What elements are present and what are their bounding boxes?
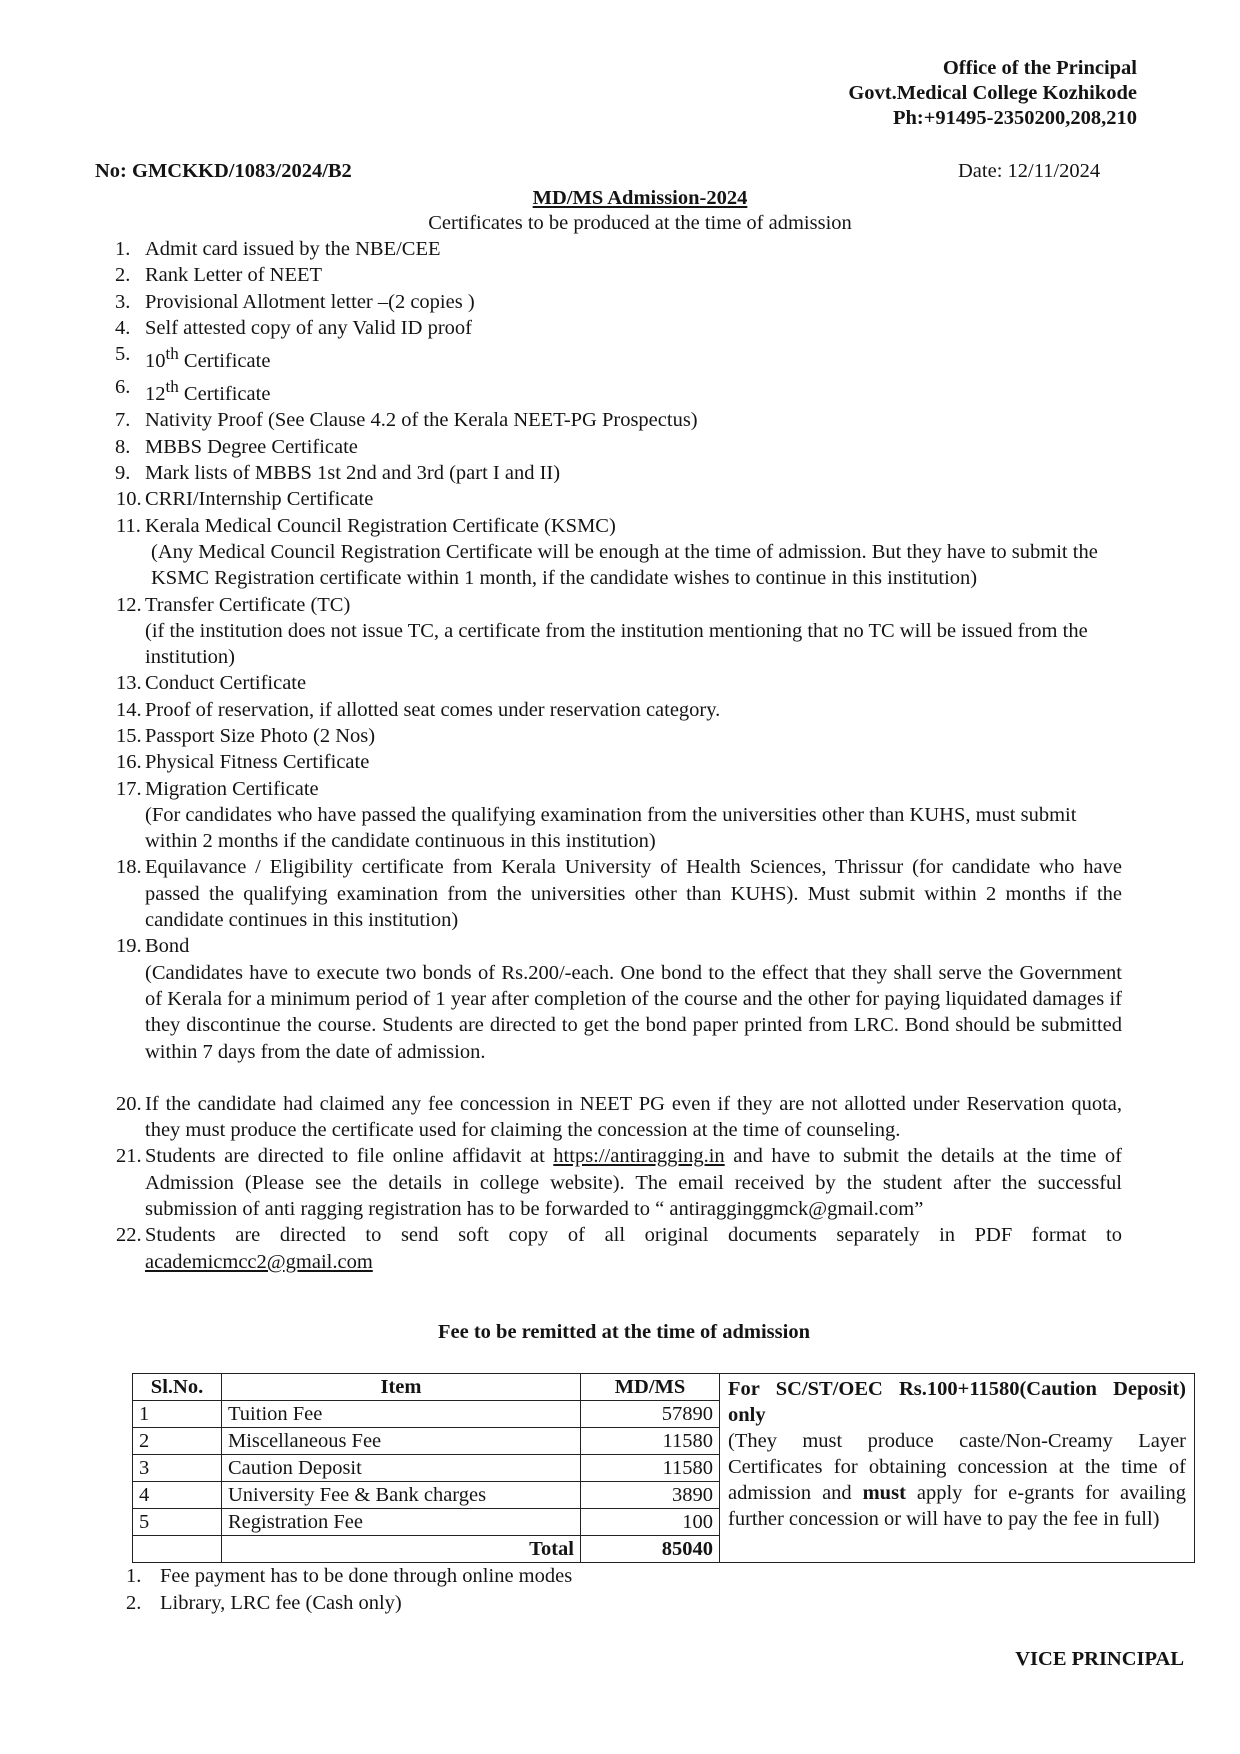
item-number: 19. — [116, 935, 142, 958]
item-text: and have to submit the details at the time of Admission (Please see the details in college website). The email received by the student after the successful submission of anti ragging registration has to be forwarded to “ antiragginggmck@gmail.com” — [145, 1145, 1122, 1221]
list-item — [90, 592, 1122, 671]
list-item — [90, 776, 1122, 855]
item-number: 4. — [115, 316, 131, 339]
item-text: MBBS Degree Certificate — [145, 435, 358, 458]
signature-title: VICE PRINCIPAL — [1015, 1648, 1184, 1670]
list-item — [90, 854, 1122, 933]
certificate-list — [90, 236, 1122, 1275]
item-number: 22. — [116, 1224, 142, 1247]
item-text: Kerala Medical Council Registration Certificate (KSMC) — [145, 514, 616, 537]
college-phone: Ph:+91495-2350200,208,210 — [892, 107, 1137, 129]
list-item — [90, 315, 1122, 341]
concession-note-emphasis: must — [862, 1482, 906, 1504]
ordinal-suffix: th — [165, 344, 179, 364]
item-text: Fee payment has to be done through online modes — [160, 1565, 573, 1587]
row-item: Caution Deposit — [222, 1455, 581, 1482]
item-text: Migration Certificate — [145, 777, 319, 800]
column-header-mdms: MD/MS — [581, 1374, 720, 1401]
item-number: 20. — [116, 1092, 142, 1115]
empty-cell — [133, 1536, 222, 1563]
list-item — [90, 236, 1122, 262]
row-amount: 11580 — [581, 1428, 720, 1455]
college-name: Govt.Medical College Kozhikode — [848, 82, 1137, 104]
item-text: Bond — [145, 935, 190, 958]
item-text: Physical Fitness Certificate — [145, 751, 370, 774]
item-number: 3. — [115, 290, 131, 313]
row-item: Miscellaneous Fee — [222, 1428, 581, 1455]
item-number: 21. — [116, 1145, 142, 1168]
row-amount: 11580 — [581, 1455, 720, 1482]
item-number: 11. — [116, 514, 141, 537]
list-item — [90, 341, 1122, 374]
item-number: 7. — [115, 409, 131, 432]
total-label: Total — [222, 1536, 581, 1563]
row-amount: 3890 — [581, 1482, 720, 1509]
row-slno: 1 — [133, 1401, 222, 1428]
item-text: Proof of reservation, if allotted seat comes under reservation category. — [145, 698, 721, 721]
reference-number: No: GMCKKD/1083/2024/B2 — [95, 160, 352, 182]
office-name: Office of the Principal — [942, 57, 1137, 79]
item-text: Mark lists of MBBS 1st 2nd and 3rd (part I and II) — [145, 462, 561, 485]
list-item — [120, 1563, 572, 1590]
row-item: University Fee & Bank charges — [222, 1482, 581, 1509]
item-number: 17. — [116, 777, 142, 800]
item-text: Admit card issued by the NBE/CEE — [145, 238, 441, 260]
row-slno: 4 — [133, 1482, 222, 1509]
list-item — [90, 513, 1122, 592]
row-slno: 2 — [133, 1428, 222, 1455]
item-text: Students are directed to send soft copy of all original documents separately in PDF format to — [145, 1224, 1122, 1247]
item-number: 13. — [116, 672, 142, 695]
item-number: 6. — [115, 376, 131, 399]
item-text: If the candidate had claimed any fee concession in NEET PG even if they are not allotted under Reservation quota, they must produce the certificate used for claiming the concession at the time of counseling. — [145, 1092, 1122, 1142]
list-item — [90, 670, 1122, 696]
antiragging-link[interactable]: https://antiragging.in — [553, 1145, 725, 1168]
list-item — [90, 1091, 1122, 1144]
row-slno: 3 — [133, 1455, 222, 1482]
item-text: Nativity Proof (See Clause 4.2 of the Kerala NEET-PG Prospectus) — [145, 409, 698, 432]
item-text: Transfer Certificate (TC) — [145, 593, 351, 616]
item-note: (Candidates have to execute two bonds of Rs.200/-each. One bond to the effect that they shall serve the Government of Kerala for a minimum period of 1 year after completion of the course and the other for paying liquidated damages if they discontinue the course. Students are directed to get the bond paper printed from LRC. Bond should be submitted within 7 days from the date of admission. — [145, 961, 1122, 1063]
list-item — [90, 407, 1122, 433]
item-text: Students are directed to file online affidavit at — [145, 1145, 554, 1168]
item-number: 2. — [115, 264, 131, 287]
list-item — [90, 434, 1122, 460]
list-item — [90, 697, 1122, 723]
concession-note-text: apply for e-grants for availing further concession or will have to pay the fee in full) — [728, 1482, 1186, 1530]
row-amount: 100 — [581, 1509, 720, 1536]
concession-note-text: (They must produce caste/Non-Creamy Layer Certificates for obtaining concession at the time of admission and — [728, 1430, 1186, 1504]
list-item — [90, 374, 1122, 407]
item-text: Conduct Certificate — [145, 672, 307, 695]
list-item — [90, 460, 1122, 486]
ordinal-suffix: th — [165, 377, 179, 397]
item-number: 15. — [116, 725, 142, 747]
row-item: Tuition Fee — [222, 1401, 581, 1428]
item-note: (For candidates who have passed the qualifying examination from the universities other than KUHS, must submit within 2 months if the candidate continuous in this institution) — [145, 803, 1077, 853]
fee-table — [132, 1373, 1195, 1563]
list-item — [120, 1590, 572, 1617]
item-text: Library, LRC fee (Cash only) — [160, 1592, 402, 1614]
item-number: 14. — [116, 698, 142, 721]
item-number: 5. — [115, 343, 131, 366]
list-item — [90, 749, 1122, 775]
item-number: 1. — [126, 1565, 142, 1587]
total-amount: 85040 — [581, 1536, 720, 1563]
item-text: Certificate — [178, 350, 271, 373]
item-text: Passport Size Photo (2 Nos) — [145, 725, 376, 747]
email-link[interactable]: academicmcc2@gmail.com — [145, 1250, 373, 1273]
concession-note — [720, 1374, 1195, 1563]
document-title: MD/MS Admission-2024 — [532, 187, 748, 209]
item-text: Rank Letter of NEET — [145, 264, 323, 287]
item-number: 10. — [116, 488, 142, 511]
list-item — [90, 1222, 1122, 1275]
row-amount: 57890 — [581, 1401, 720, 1428]
list-item — [90, 289, 1122, 315]
item-note: (if the institution does not issue TC, a certificate from the institution mentioning that no TC will be issued from the institution) — [145, 619, 1088, 669]
item-number: 16. — [116, 751, 142, 774]
row-slno: 5 — [133, 1509, 222, 1536]
item-text: Equilavance / Eligibility certificate from Kerala University of Health Sciences, Thrissur (for candidate who have passed the qualifying examination from the universities other than KUHS). Must submit within 2 months if the candidate continues in this institution) — [145, 856, 1122, 932]
item-text: 12 — [145, 383, 166, 406]
item-text: CRRI/Internship Certificate — [145, 488, 374, 511]
fee-notes — [120, 1563, 572, 1617]
office-header — [848, 56, 1137, 131]
spacer — [90, 1065, 1122, 1091]
item-text: Provisional Allotment letter –(2 copies ) — [145, 290, 475, 313]
item-number: 1. — [115, 238, 131, 260]
item-number: 12. — [116, 593, 142, 616]
fee-heading: Fee to be remitted at the time of admission — [438, 1321, 810, 1343]
list-item — [90, 723, 1122, 749]
document-date: Date: 12/11/2024 — [958, 160, 1101, 182]
row-item: Registration Fee — [222, 1509, 581, 1536]
item-number: 9. — [115, 462, 131, 485]
column-header-slno: Sl.No. — [133, 1374, 222, 1401]
list-item — [90, 1143, 1122, 1222]
item-text: 10 — [145, 350, 166, 373]
item-number: 18. — [116, 856, 142, 879]
list-item — [90, 933, 1122, 1064]
item-text: Self attested copy of any Valid ID proof — [145, 316, 472, 339]
concession-note-heading: For SC/ST/OEC Rs.100+11580(Caution Deposit) only — [728, 1378, 1186, 1426]
column-header-item: Item — [222, 1374, 581, 1401]
list-item — [90, 486, 1122, 512]
item-text: Certificate — [178, 383, 271, 406]
document-subtitle: Certificates to be produced at the time of admission — [428, 212, 852, 234]
list-item — [90, 262, 1122, 288]
table-header-row — [133, 1374, 1195, 1401]
item-number: 8. — [115, 435, 131, 458]
item-note: (Any Medical Council Registration Certificate will be enough at the time of admission. But they have to submit the KSMC Registration certificate within 1 month, if the candidate wishes to continue in this institution) — [151, 540, 1098, 590]
item-number: 2. — [126, 1592, 142, 1614]
